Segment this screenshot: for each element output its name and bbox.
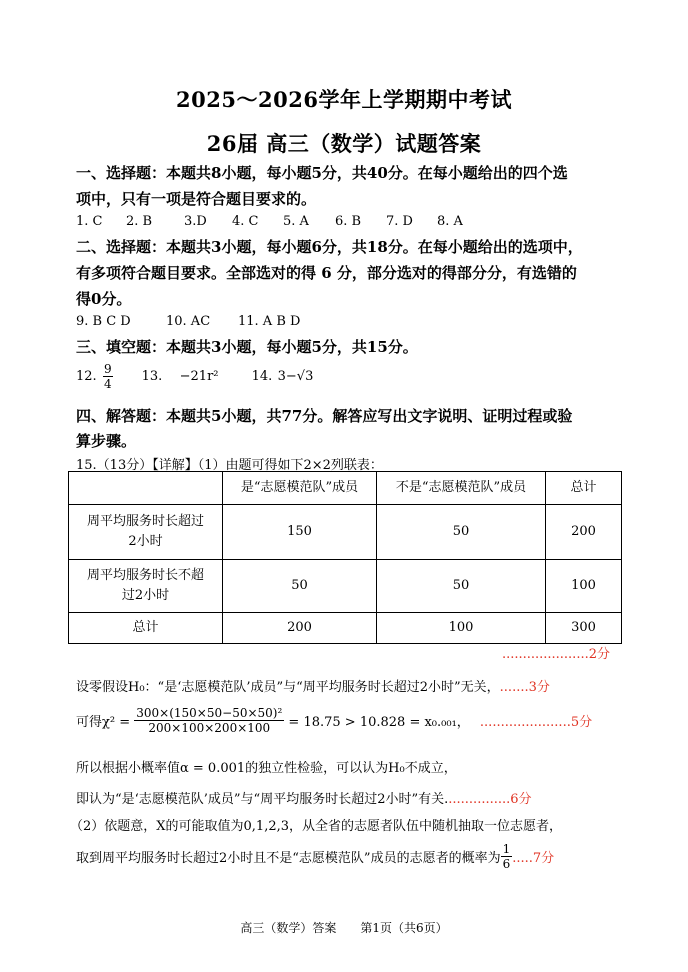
section2-answers (76, 314, 300, 329)
answer-11: 11. A B D (238, 314, 301, 329)
answer-2: 2. B (126, 214, 153, 229)
q14-label: 14. (251, 369, 273, 384)
table-row (69, 560, 622, 613)
answer-6: 6. B (335, 214, 362, 229)
chi-denominator: 200×100×200×100 (148, 721, 271, 735)
q12-denominator: 4 (104, 377, 112, 391)
section2-heading-line1: 二、选择题：本题共3小题，每小题6分，共18分。在每小题给出的选项中， (76, 238, 583, 256)
score-2: .....................2分 (501, 647, 610, 662)
table-row (69, 505, 622, 560)
section3-heading: 三、填空题：本题共3小题，每小题5分，共15分。 (76, 338, 418, 356)
table-header-cell: 总计 (546, 472, 622, 505)
section1-heading-line2: 项中，只有一项是符合题目要求的。 (76, 190, 317, 208)
q13-value: −21r² (179, 369, 219, 384)
table-row (69, 613, 622, 644)
table-cell: 周平均服务时长超过2小时 (69, 505, 223, 560)
score-5: ......................5分 (479, 715, 593, 730)
part2-text: 取到周平均服务时长超过2小时且不是“志愿模范队”成员的志愿者的概率为 (76, 851, 501, 866)
table-cell: 总计 (69, 613, 223, 644)
part2-line1: （2）依题意，X的可能取值为0,1,2,3，从全省的志愿者队伍中随机抽取一位志愿者， (70, 819, 563, 834)
chi-numerator: 300×(150×50−50×50)² (136, 706, 283, 720)
q15-intro: 15.（13分）【详解】（1）由题可得如下2×2列联表： (76, 458, 383, 473)
table-cell: 周平均服务时长不超过2小时 (69, 560, 223, 613)
h0-line (76, 676, 550, 695)
table-header-cell: 不是“志愿模范队”成员 (377, 472, 546, 505)
answer-8: 8. A (437, 214, 463, 229)
exam-title: 2025～2026学年上学期期中考试 (176, 87, 512, 112)
answer-3: 3.D (184, 214, 207, 229)
section2-heading-line2: 有多项符合题目要求。全部选对的得 6 分，部分选对的得部分分，有选错的 (76, 264, 577, 282)
table-cell: 100 (377, 613, 546, 644)
table-header-row (69, 472, 622, 505)
score-3: .......3分 (499, 680, 550, 695)
section4-heading-line2: 算步骤。 (76, 432, 137, 450)
contingency-table (68, 471, 622, 644)
section4-heading-line1: 四、解答题：本题共5小题，共77分。解答应写出文字说明、证明过程或验 (76, 407, 573, 425)
table-cell: 200 (223, 613, 377, 644)
section1-heading-line1: 一、选择题：本题共8小题，每小题5分，共40分。在每小题给出的四个选 (76, 164, 568, 182)
conclusion-line1: 所以根据小概率值α = 0.001的独立性检验，可以认为H₀不成立， (76, 761, 457, 776)
page-footer: 高三（数学）答案 第1页（共6页） (240, 921, 448, 935)
answer-7: 7. D (386, 214, 413, 229)
q12-numerator: 9 (104, 362, 112, 376)
section3-answers (76, 362, 313, 398)
q14-value: 3−√3 (277, 369, 314, 384)
table-header-cell (69, 472, 223, 505)
probability-numerator: 1 (502, 842, 511, 856)
table-cell: 300 (546, 613, 622, 644)
table-cell: 100 (546, 560, 622, 613)
table-cell: 200 (546, 505, 622, 560)
exam-subtitle: 26届 高三（数学）试题答案 (206, 131, 482, 156)
table-cell: 50 (223, 560, 377, 613)
section2-heading-line3: 得0分。 (76, 290, 132, 308)
q12-fraction (102, 362, 114, 391)
chi-fraction (134, 706, 284, 735)
score-7: .....7分 (512, 851, 555, 866)
q12-label: 12. (76, 369, 97, 384)
q13-label: 13. (141, 369, 163, 384)
answer-10: 10. AC (166, 314, 211, 329)
conclusion2-text: 即认为“是‘志愿模范队’成员”与“周平均服务时长超过2小时”有关. (76, 792, 449, 807)
table-cell: 50 (377, 560, 546, 613)
answer-4: 4. C (232, 214, 259, 229)
h0-text: 设零假设H₀：“是‘志愿模范队’成员”与“周平均服务时长超过2小时”无关， (76, 680, 500, 695)
conclusion-line2 (76, 788, 532, 807)
answer-9: 9. B C D (76, 314, 131, 329)
table-cell: 150 (223, 505, 377, 560)
section1-answers (76, 214, 463, 229)
answer-1: 1. C (76, 214, 103, 229)
part2-line2 (76, 842, 554, 878)
score-6: ...............6分 (448, 792, 532, 807)
probability-denominator: 6 (502, 857, 511, 871)
chi-square-line (76, 706, 592, 746)
chi-result: = 18.75 > 10.828 = x₀.₀₀₁， (288, 715, 470, 730)
table-header-cell: 是“志愿模范队”成员 (223, 472, 377, 505)
table-cell: 50 (377, 505, 546, 560)
answer-5: 5. A (283, 214, 309, 229)
chi-prefix: 可得χ² = (76, 715, 131, 730)
probability-fraction (501, 842, 513, 871)
